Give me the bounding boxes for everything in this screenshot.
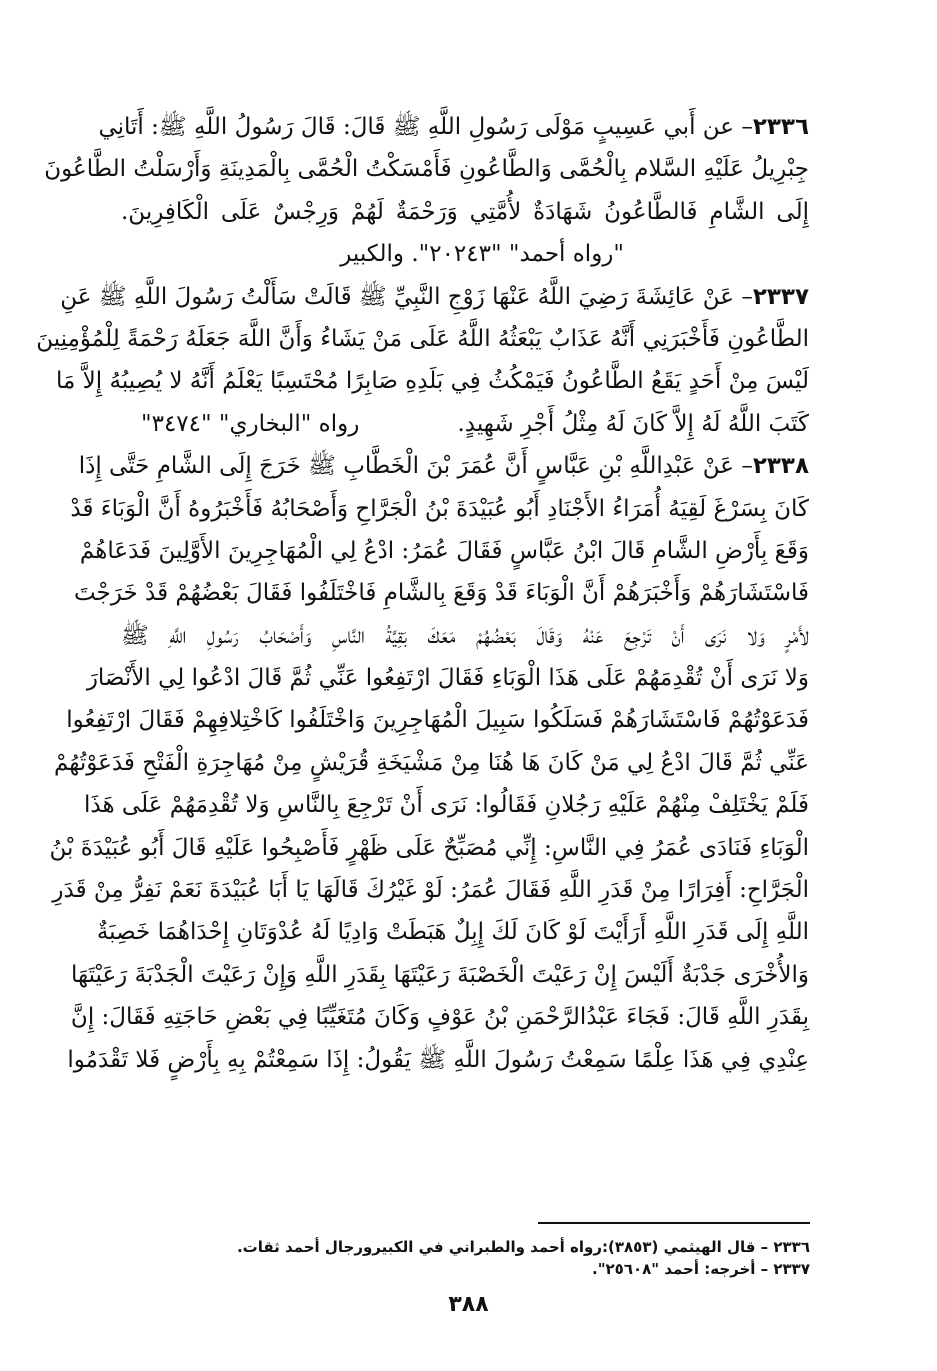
text-line: وَالأُخْرَى جَدْبَةٌ أَلَيْسَ إِنْ رَعَيْتَ الْخَصْبَةَ رَعَيْتَهَا بِقَدَرِ اللَّهِ وَإِنْ رَعَيْتَ الْجَدْبَةَ رَعَيْتَهَا	[70, 961, 809, 988]
text-line: وَلا نَرَى أَنْ تُقْدِمَهُمْ عَلَى هَذَا الْوَبَاءِ فَقَالَ ارْتَفِعُوا عَنِّي ثُمَّ قَالَ ادْعُوا لِي الأَنْصَارَ	[86, 665, 809, 692]
line-text: – عَنْ عَائِشَةَ رَضِيَ اللَّهُ عَنْهَا زَوْجِ النَّبِيِّ ﷺ قَالَتْ سَأَلْتُ رَسُولَ اللَّهِ ﷺ عَنِ	[60, 283, 753, 310]
hadith-source: رواه "البخاري" "٣٤٧٤"	[141, 410, 360, 437]
text-line: فَاسْتَشَارَهُمْ وَأَخْبَرَهُمْ أَنَّ الْوَبَاءَ قَدْ وَقَعَ بِالشَّامِ فَاخْتَلَفُوا فَقَالَ بَعْضُهُمْ قَدْ خَرَجْتَ	[73, 580, 809, 607]
text-line	[60, 276, 809, 318]
text-line: اللَّهِ إِلَى قَدَرِ اللَّهِ أَرَأَيْتَ لَوْ كَانَ لَكَ إِبِلٌ هَبَطَتْ وَادِيًا لَهُ عُدْوَتَانِ إِحْدَاهُمَا خَصِبَةٌ	[96, 919, 809, 946]
text-line: إِلَى الشَّامِ فَالطَّاعُونُ شَهَادَةٌ لأُمَّتِي وَرَحْمَةٌ لَهُمْ وَرِجْسٌ عَلَى الْكَافِرِينَ.	[121, 198, 809, 225]
text-line: عِنْدِي فِي هَذَا عِلْمًا سَمِعْتُ رَسُولَ اللَّهِ ﷺ يَقُولُ: إِذَا سَمِعْتُمْ بِهِ بِأَرْضٍ فَلا تَقْدَمُوا	[67, 1046, 809, 1073]
hadith-closing-line	[121, 403, 809, 445]
text-line: جِبْرِيلُ عَلَيْهِ السَّلام بِالْحُمَّى وَالطَّاعُونِ فَأَمْسَكْتُ الْحُمَّى بِالْمَدِينَةِ وَأَرْسَلْتُ الطَّاعُونَ	[44, 156, 809, 183]
line-text: – عَنْ عَبْدِاللَّهِ بْنِ عَبَّاسٍ أَنَّ عُمَرَ بْنَ الْخَطَّابِ ﷺ خَرَجَ إِلَى الشَّامِ حَتَّى إِذَا	[78, 453, 753, 480]
hadith-2337	[36, 276, 809, 446]
footnote-2336: ٢٣٣٦ – قال الهيثمي (٣٨٥٣):رواه أحمد والطبراني في الكبيرورجال أحمد ثقات.	[236, 1238, 810, 1256]
text-line: لَيْسَ مِنْ أَحَدٍ يَقَعُ الطَّاعُونُ فَيَمْكُثُ فِي بَلَدِهِ صَابِرًا مُحْتَسِبًا يَعْلَمُ أَنَّهُ لا يُصِيبُهُ إِلاَّ مَا	[56, 368, 809, 395]
line-text: كَتَبَ اللَّهُ لَهُ إِلاَّ كَانَ لَهُ مِثْلُ أَجْرِ شَهِيدٍ.	[457, 410, 809, 437]
page-number: ٣٨٨	[448, 1292, 489, 1317]
hadith-2338	[49, 445, 809, 1081]
text-line: الْوَبَاءِ فَنَادَى عُمَرُ فِي النَّاسِ: إِنِّي مُصَبِّحٌ عَلَى ظَهْرٍ فَأَصْبِحُوا عَلَيْهِ قَالَ أَبُو عُبَيْدَةَ بْنُ	[49, 834, 809, 861]
footnote-divider	[538, 1222, 810, 1224]
text-line: الطَّاعُونِ فَأَخْبَرَنِي أَنَّهُ عَذَابٌ يَبْعَثُهُ اللَّهُ عَلَى مَنْ يَشَاءُ وَأَنَّ اللَّهَ جَعَلَهُ رَحْمَةً لِلْمُؤْمِنِينَ	[36, 325, 809, 352]
text-line: كَانَ بِسَرْغَ لَقِيَهُ أُمَرَاءُ الأَجْنَادِ أَبُو عُبَيْدَةَ بْنُ الْجَرَّاحِ وَأَصْحَابُهُ فَأَخْبَرُوهُ أَنَّ الْوَبَاءَ قَدْ	[70, 495, 809, 522]
hadith-number: ٢٣٣٦	[752, 114, 809, 140]
footnotes	[120, 1236, 810, 1280]
text-line: فَدَعَوْتُهُمْ فَاسْتَشَارَهُمْ فَسَلَكُوا سَبِيلَ الْمُهَاجِرِينَ وَاخْتَلَفُوا كَاخْتِلافِهِمْ فَقَالَ ارْتَفِعُوا	[66, 707, 809, 734]
text-line: فَلَمْ يَخْتَلِفْ مِنْهُمْ عَلَيْهِ رَجُلانِ فَقَالُوا: نَرَى أَنْ تَرْجِعَ بِالنَّاسِ وَلا تُقْدِمَهُمْ عَلَى هَذَا	[84, 792, 809, 819]
hadith-source: "رواه أحمد" "٢٠٢٤٣". والكبير	[340, 241, 624, 268]
text-line: الْجَرَّاحِ: أَفِرَارًا مِنْ قَدَرِ اللَّهِ فَقَالَ عُمَرُ: لَوْ غَيْرُكَ قَالَهَا يَا أَبَا عُبَيْدَةَ نَعَمْ نَفِرُّ مِنْ قَدَرِ	[52, 877, 809, 904]
text-line	[98, 106, 809, 148]
hadith-2336	[44, 106, 809, 276]
text-line: بِقَدَرِ اللَّهِ قَالَ: فَجَاءَ عَبْدُالرَّحْمَنِ بْنُ عَوْفٍ وَكَانَ مُتَغَيِّبًا فِي بَعْضِ حَاجَتِهِ فَقَالَ: إِنَّ	[70, 1004, 809, 1031]
text-line	[78, 445, 809, 487]
hadith-number: ٢٣٣٧	[752, 283, 809, 310]
hadith-text-block	[36, 106, 809, 1081]
hadith-number: ٢٣٣٨	[752, 453, 809, 480]
text-line: وَقَعَ بِأَرْضِ الشَّامِ قَالَ ابْنُ عَبَّاسٍ فَقَالَ عُمَرُ: ادْعُ لِي الْمُهَاجِرِينَ الأَوَّلِينَ فَدَعَاهُمْ	[79, 537, 809, 564]
line-text: – عن أَبي عَسِيبٍ مَوْلَى رَسُولِ اللَّهِ ﷺ قَالَ: قَالَ رَسُولُ اللَّهِ ﷺ: أَتَانِي	[98, 114, 753, 140]
text-line: لأَمْرٍ وَلا نَرَى أَنْ تَرْجِعَ عَنْهُ وَقَالَ بَعْضُهُمْ مَعَكَ بَقِيَّةُ النَّاسِ وَأَصْحَابُ رَسُولِ اللَّهِ ﷺ	[121, 622, 809, 649]
text-line: عَنِّي ثُمَّ قَالَ ادْعُ لِي مَنْ كَانَ هَا هُنَا مِنْ مَشْيَخَةِ قُرَيْشٍ مِنْ مُهَاجِرَةِ الْفَتْحِ فَدَعَوْتُهُمْ	[53, 749, 809, 776]
footnote-2337: ٢٣٣٧ – أخرجه: أحمد "٢٥٦٠٨".	[592, 1260, 810, 1278]
